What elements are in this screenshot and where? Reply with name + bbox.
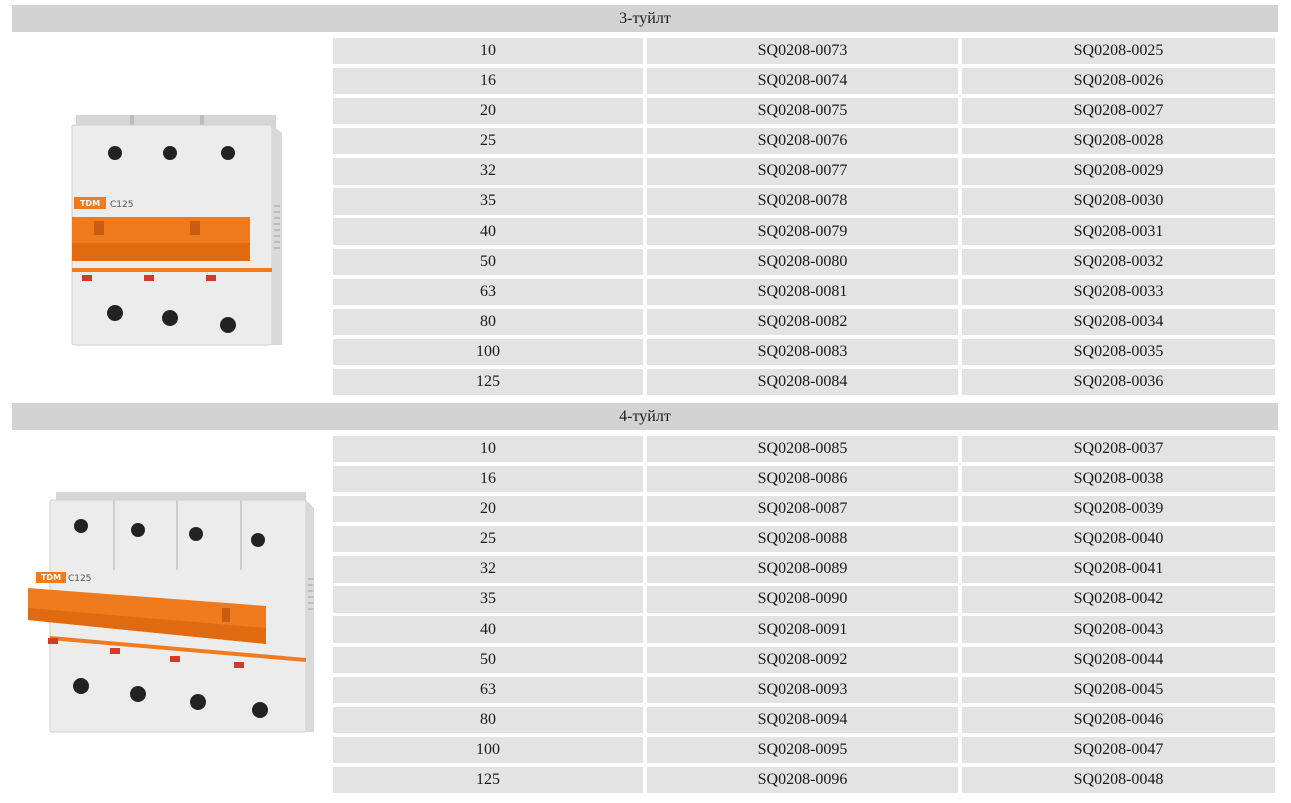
code-a-cell: SQ0208-0076 bbox=[647, 128, 958, 154]
amperage-cell: 35 bbox=[333, 586, 643, 612]
code-a-cell: SQ0208-0086 bbox=[647, 466, 958, 492]
code-a-cell: SQ0208-0094 bbox=[647, 707, 958, 733]
amperage-cell: 16 bbox=[333, 466, 643, 492]
code-b-cell: SQ0208-0042 bbox=[962, 586, 1275, 612]
code-b-cell: SQ0208-0026 bbox=[962, 68, 1275, 94]
table-row bbox=[333, 158, 1279, 184]
breaker-4-pole-image bbox=[26, 488, 316, 738]
code-a-cell: SQ0208-0093 bbox=[647, 677, 958, 703]
part-number-table-3-pole bbox=[333, 38, 1279, 399]
section-header-3-pole bbox=[12, 5, 1278, 32]
code-a-cell: SQ0208-0085 bbox=[647, 436, 958, 462]
table-row bbox=[333, 339, 1279, 365]
table-row bbox=[333, 218, 1279, 244]
table-row bbox=[333, 38, 1279, 64]
amperage-cell: 125 bbox=[333, 767, 643, 793]
code-b-cell: SQ0208-0039 bbox=[962, 496, 1275, 522]
code-a-cell: SQ0208-0081 bbox=[647, 279, 958, 305]
code-a-cell: SQ0208-0090 bbox=[647, 586, 958, 612]
code-a-cell: SQ0208-0088 bbox=[647, 526, 958, 552]
amperage-cell: 10 bbox=[333, 38, 643, 64]
amperage-cell: 63 bbox=[333, 279, 643, 305]
code-b-cell: SQ0208-0040 bbox=[962, 526, 1275, 552]
table-row bbox=[333, 647, 1279, 673]
table-row bbox=[333, 556, 1279, 582]
amperage-cell: 25 bbox=[333, 128, 643, 154]
code-b-cell: SQ0208-0025 bbox=[962, 38, 1275, 64]
code-a-cell: SQ0208-0073 bbox=[647, 38, 958, 64]
table-row bbox=[333, 369, 1279, 395]
table-row bbox=[333, 677, 1279, 703]
table-row bbox=[333, 496, 1279, 522]
amperage-cell: 100 bbox=[333, 737, 643, 763]
code-b-cell: SQ0208-0048 bbox=[962, 767, 1275, 793]
code-a-cell: SQ0208-0092 bbox=[647, 647, 958, 673]
code-b-cell: SQ0208-0034 bbox=[962, 309, 1275, 335]
code-b-cell: SQ0208-0031 bbox=[962, 218, 1275, 244]
code-b-cell: SQ0208-0029 bbox=[962, 158, 1275, 184]
code-b-cell: SQ0208-0028 bbox=[962, 128, 1275, 154]
code-a-cell: SQ0208-0074 bbox=[647, 68, 958, 94]
code-a-cell: SQ0208-0095 bbox=[647, 737, 958, 763]
amperage-cell: 20 bbox=[333, 98, 643, 124]
amperage-cell: 16 bbox=[333, 68, 643, 94]
amperage-cell: 32 bbox=[333, 158, 643, 184]
code-a-cell: SQ0208-0079 bbox=[647, 218, 958, 244]
code-a-cell: SQ0208-0080 bbox=[647, 249, 958, 275]
code-a-cell: SQ0208-0096 bbox=[647, 767, 958, 793]
code-a-cell: SQ0208-0084 bbox=[647, 369, 958, 395]
code-a-cell: SQ0208-0077 bbox=[647, 158, 958, 184]
model-label: C125 bbox=[110, 200, 134, 210]
table-row bbox=[333, 737, 1279, 763]
code-b-cell: SQ0208-0044 bbox=[962, 647, 1275, 673]
code-b-cell: SQ0208-0045 bbox=[962, 677, 1275, 703]
breaker-3-pole-image bbox=[60, 115, 285, 350]
code-b-cell: SQ0208-0046 bbox=[962, 707, 1275, 733]
code-b-cell: SQ0208-0032 bbox=[962, 249, 1275, 275]
table-row bbox=[333, 68, 1279, 94]
code-b-cell: SQ0208-0027 bbox=[962, 98, 1275, 124]
amperage-cell: 50 bbox=[333, 647, 643, 673]
code-a-cell: SQ0208-0087 bbox=[647, 496, 958, 522]
table-row bbox=[333, 466, 1279, 492]
amperage-cell: 40 bbox=[333, 218, 643, 244]
code-b-cell: SQ0208-0043 bbox=[962, 616, 1275, 642]
amperage-cell: 25 bbox=[333, 526, 643, 552]
table-row bbox=[333, 98, 1279, 124]
table-row bbox=[333, 767, 1279, 793]
amperage-cell: 40 bbox=[333, 616, 643, 642]
table-row bbox=[333, 279, 1279, 305]
table-row bbox=[333, 309, 1279, 335]
amperage-cell: 20 bbox=[333, 496, 643, 522]
code-b-cell: SQ0208-0037 bbox=[962, 436, 1275, 462]
table-row bbox=[333, 436, 1279, 462]
amperage-cell: 32 bbox=[333, 556, 643, 582]
code-b-cell: SQ0208-0041 bbox=[962, 556, 1275, 582]
table-row bbox=[333, 128, 1279, 154]
code-a-cell: SQ0208-0089 bbox=[647, 556, 958, 582]
code-b-cell: SQ0208-0036 bbox=[962, 369, 1275, 395]
table-row bbox=[333, 586, 1279, 612]
table-row bbox=[333, 707, 1279, 733]
code-b-cell: SQ0208-0033 bbox=[962, 279, 1275, 305]
section-title: 3-туйлт bbox=[619, 9, 671, 27]
code-a-cell: SQ0208-0082 bbox=[647, 309, 958, 335]
code-b-cell: SQ0208-0030 bbox=[962, 188, 1275, 214]
amperage-cell: 50 bbox=[333, 249, 643, 275]
amperage-cell: 100 bbox=[333, 339, 643, 365]
amperage-cell: 80 bbox=[333, 707, 643, 733]
table-row bbox=[333, 616, 1279, 642]
code-a-cell: SQ0208-0083 bbox=[647, 339, 958, 365]
code-a-cell: SQ0208-0091 bbox=[647, 616, 958, 642]
section-header-4-pole bbox=[12, 403, 1278, 430]
table-row bbox=[333, 188, 1279, 214]
code-a-cell: SQ0208-0075 bbox=[647, 98, 958, 124]
amperage-cell: 10 bbox=[333, 436, 643, 462]
model-label: C125 bbox=[68, 574, 92, 584]
code-b-cell: SQ0208-0038 bbox=[962, 466, 1275, 492]
section-title: 4-туйлт bbox=[619, 407, 671, 425]
code-b-cell: SQ0208-0047 bbox=[962, 737, 1275, 763]
code-a-cell: SQ0208-0078 bbox=[647, 188, 958, 214]
brand-logo-text: TDM bbox=[79, 199, 101, 208]
table-row bbox=[333, 526, 1279, 552]
brand-logo-text: TDM bbox=[40, 573, 62, 582]
table-row bbox=[333, 249, 1279, 275]
amperage-cell: 35 bbox=[333, 188, 643, 214]
amperage-cell: 63 bbox=[333, 677, 643, 703]
part-number-table-4-pole bbox=[333, 436, 1279, 797]
amperage-cell: 125 bbox=[333, 369, 643, 395]
amperage-cell: 80 bbox=[333, 309, 643, 335]
code-b-cell: SQ0208-0035 bbox=[962, 339, 1275, 365]
